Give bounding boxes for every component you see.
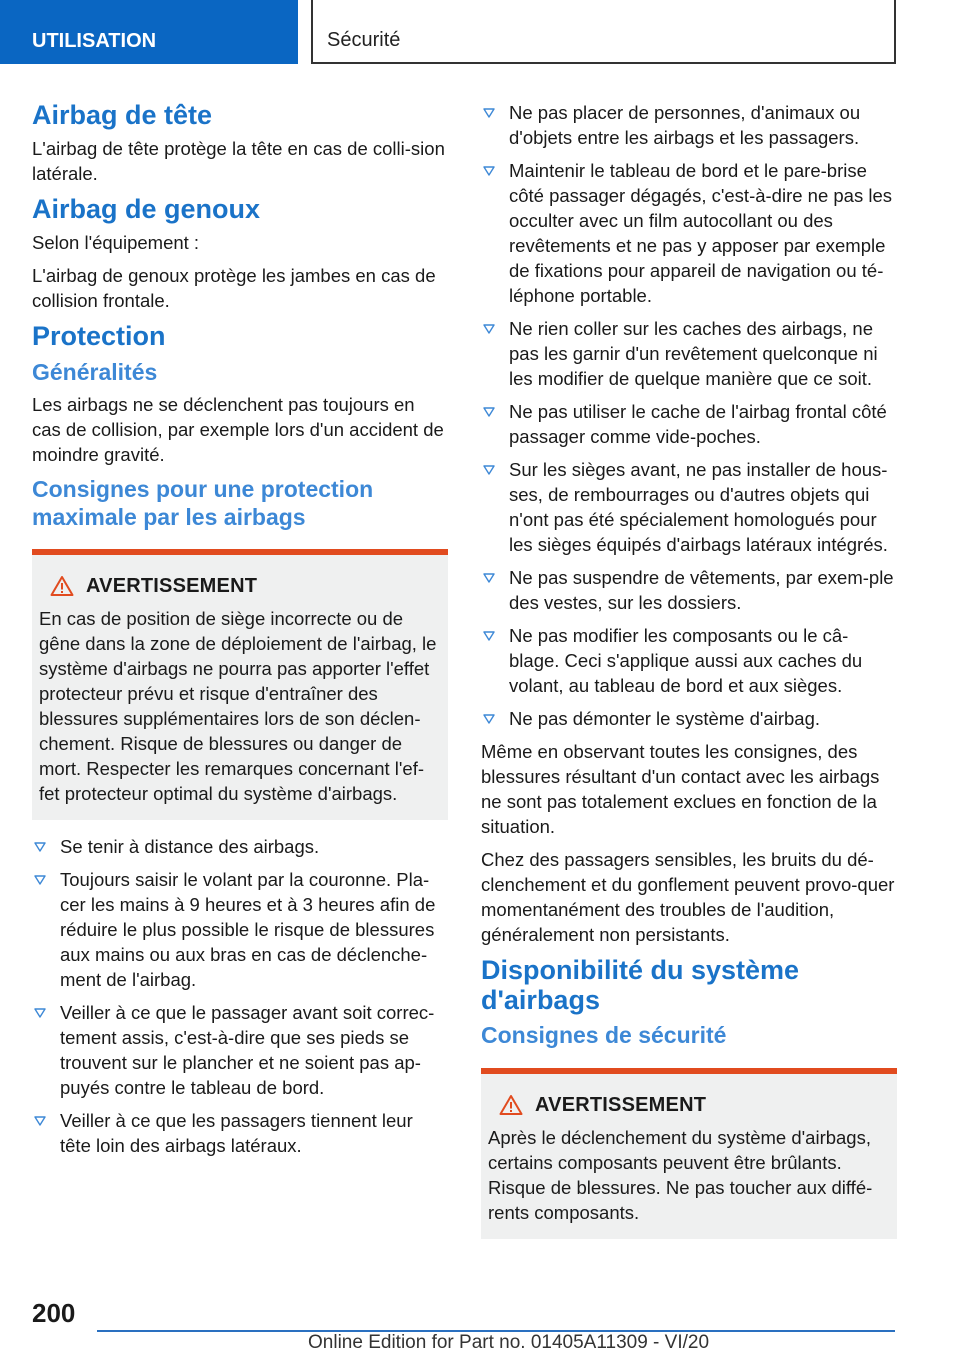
warning-text: En cas de position de siège incorrecte ou de gêne dans la zone de déploiement de l'airbag, le système d'airbags ne pourra pas apporter l'effet protecteur prévu et risque d'entraîner des blessures supplémentaires lors de son déclen-chement. Risque de blessures ou danger de mort. Respecter les remarques concernant l'ef-fet protecteur optimal du système d'airbags.: [39, 607, 437, 804]
heading-airbag-tete: Airbag de tête: [32, 100, 213, 130]
list-item-text: Ne pas démonter le système d'airbag.: [509, 708, 820, 729]
warning-box: [481, 1068, 897, 1239]
right-column: [481, 100, 897, 1253]
page-number: 200: [32, 1298, 76, 1328]
list-item-text: Ne pas modifier les composants ou le câ-blage. Ceci s'applique aussi aux caches du volant, au tableau de bord et aux sièges.: [509, 625, 863, 696]
list-item: [481, 399, 897, 449]
list-item: [32, 1000, 448, 1100]
triangle-bullet-icon: [483, 714, 495, 724]
triangle-bullet-icon: [483, 324, 495, 334]
heading-consignes-securite: Consignes de sécurité: [481, 1022, 727, 1049]
warning-header: [499, 1094, 889, 1117]
left-column: [32, 100, 448, 1166]
heading-airbag-genoux: Airbag de genoux: [32, 194, 261, 225]
heading-consignes: Consignes pour une protection maximale par les airbags: [32, 475, 374, 530]
triangle-bullet-icon: [483, 108, 495, 118]
list-item-text: Maintenir le tableau de bord et le pare-brise côté passager dégagés, c'est-à-dire ne pas les occulter avec un film autocollant ou des revêtements et ne pas y apposer par exemple de fixations pour appareil de navigation ou té-léphone portable.: [509, 160, 893, 306]
heading-generalites: Généralités: [32, 358, 158, 385]
list-item: [32, 867, 448, 992]
list-item: [481, 158, 897, 308]
list-item-text: Toujours saisir le volant par la couronne. Pla-cer les mains à 9 heures et à 3 heures afin de réduire le plus possible le risque de blessures aux mains ou aux bras en cas de déclenche-ment de l'airbag.: [60, 868, 436, 990]
list-item: [32, 834, 448, 859]
airbag-genoux-text-1: Selon l'équipement :: [32, 232, 200, 254]
list-item: [481, 706, 897, 731]
list-item-text: Ne rien coller sur les caches des airbags, ne pas les garnir d'un revêtement quelconque ni les modifier de quelque manière que ce soit.: [509, 318, 878, 389]
list-item-text: Sur les sièges avant, ne pas installer de hous-ses, de rembourrages ou d'autres objets qui n'ont pas été spécialement homologués pour les sièges équipés d'airbags latéraux intégrés.: [509, 459, 888, 555]
bullet-list-right: [481, 100, 897, 731]
triangle-bullet-icon: [483, 573, 495, 583]
paragraph-passagers-sensibles: Chez des passagers sensibles, les bruits du dé-clenchement et du gonflement peuvent provo-quer momentanément des troubles de l'audition, généralement non persistants.: [481, 849, 895, 945]
list-item-text: Se tenir à distance des airbags.: [60, 835, 320, 857]
warning-triangle-icon: [50, 575, 74, 597]
triangle-bullet-icon: [34, 842, 46, 852]
airbag-tete-text: L'airbag de tête protège la tête en cas de colli-sion latérale.: [32, 138, 445, 185]
triangle-bullet-icon: [483, 407, 495, 417]
triangle-bullet-icon: [483, 166, 495, 176]
warning-box: [32, 549, 448, 820]
triangle-bullet-icon: [34, 1008, 46, 1018]
warning-label: AVERTISSEMENT: [86, 574, 258, 597]
paragraph-observation: Même en observant toutes les consignes, des blessures résultant d'un contact avec les airbags ne sont pas totalement exclues en fonction de la situation.: [481, 741, 880, 837]
triangle-bullet-icon: [34, 875, 46, 885]
bullet-list-left: [32, 834, 448, 1158]
list-item: [481, 623, 897, 698]
list-item-text: Ne pas suspendre de vêtements, par exem-ple des vestes, sur les dossiers.: [509, 567, 894, 613]
warning-text: Après le déclenchement du système d'airbags, certains composants peuvent être brûlants. Risque de blessures. Ne pas toucher aux diffé-rents composants.: [488, 1126, 873, 1223]
heading-disponibilite: Disponibilité du système d'airbags: [481, 955, 800, 1016]
warning-triangle-icon: [499, 1094, 523, 1116]
subsection-label: Sécurité: [327, 29, 401, 51]
list-item-text: Ne pas placer de personnes, d'animaux ou d'objets entre les airbags et les passagers.: [509, 102, 861, 148]
list-item: [481, 457, 897, 557]
triangle-bullet-icon: [483, 465, 495, 475]
list-item-text: Veiller à ce que les passagers tiennent leur tête loin des airbags latéraux.: [60, 1109, 413, 1156]
list-item: [32, 1108, 448, 1158]
edition-text: Online Edition for Part no. 01405A11309 - VI/20: [308, 1332, 710, 1353]
list-item: [481, 565, 897, 615]
list-item-text: Veiller à ce que le passager avant soit correc-tement assis, c'est-à-dire que ses pieds se trouvent sur le plancher et ne soient pas ap-puyés contre le tableau de bord.: [60, 1001, 435, 1098]
warning-label: AVERTISSEMENT: [535, 1093, 707, 1116]
list-item: [481, 100, 897, 150]
heading-protection: Protection: [32, 321, 166, 352]
subsection-tab: [311, 0, 896, 64]
section-label: UTILISATION: [32, 30, 157, 52]
triangle-bullet-icon: [483, 631, 495, 641]
airbag-genoux-text-2: L'airbag de genoux protège les jambes en cas de collision frontale.: [32, 265, 436, 312]
list-item: [481, 316, 897, 391]
triangle-bullet-icon: [34, 1116, 46, 1126]
list-item-text: Ne pas utiliser le cache de l'airbag frontal côté passager comme vide-poches.: [509, 401, 887, 447]
generalites-text: Les airbags ne se déclenchent pas toujours en cas de collision, par exemple lors d'un accident de moindre gravité.: [32, 393, 444, 465]
section-tab: [0, 0, 298, 64]
warning-header: [50, 575, 440, 598]
